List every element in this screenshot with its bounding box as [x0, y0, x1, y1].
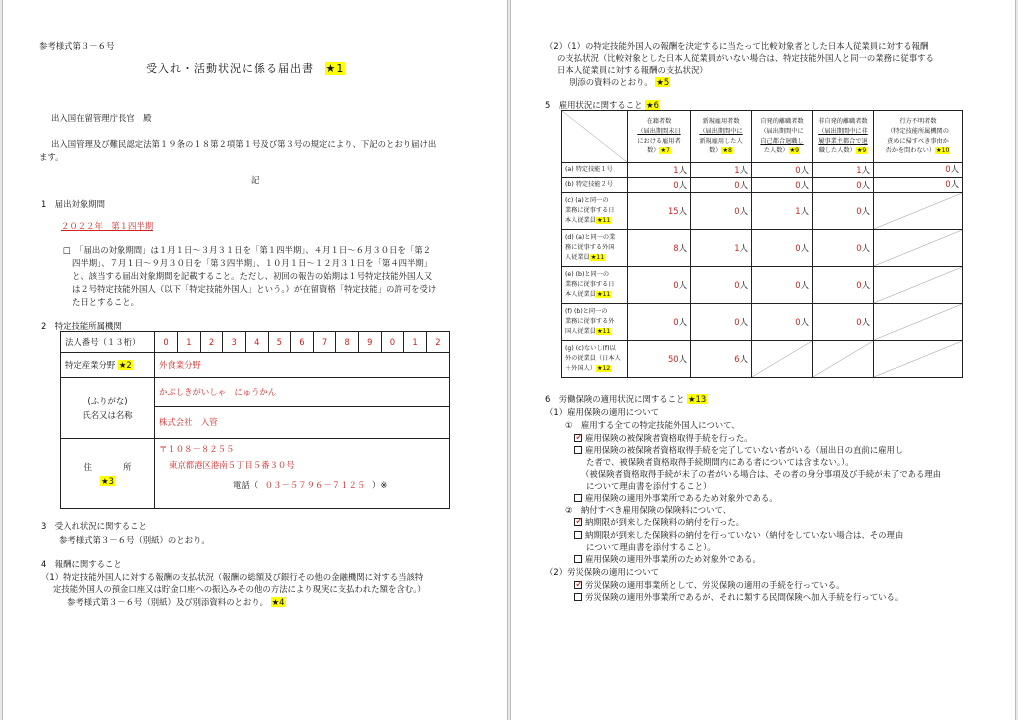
- cell-value: 0人: [813, 304, 874, 341]
- star-marker: ★10: [936, 147, 950, 155]
- premium-option-paid[interactable]: ✓納期限が到来した保険料の納付を行った。: [574, 516, 744, 528]
- checkbox-checked[interactable]: [574, 434, 582, 442]
- cell-value: 0人: [874, 163, 963, 178]
- postal-code: 〒１０８－８２５５: [159, 444, 235, 454]
- corp-digit: 2: [200, 332, 223, 352]
- address-label-2: 所: [123, 461, 132, 472]
- col-header-new-hires: 新規雇用者数 （届出期間中に 新規雇用した人 数）★8: [691, 111, 752, 163]
- premium-option-unpaid-2: について理由書を添付すること）。: [586, 542, 716, 552]
- corp-digit: 1: [178, 332, 201, 352]
- star-marker: ★13: [688, 394, 707, 404]
- corp-number-digits: [155, 332, 449, 352]
- cell-value: 0人: [691, 304, 752, 341]
- cell-value: 1人: [752, 193, 813, 230]
- checkbox-unchecked[interactable]: [574, 555, 582, 563]
- insurance-option-exempt[interactable]: 雇用保険の適用外事業所であるため対象外である。: [574, 492, 778, 504]
- star-marker: ★11: [596, 327, 611, 335]
- cell-value: 50人: [628, 341, 691, 378]
- intro-line-1: 出入国管理及び難民認定法第１９条の１８第２項第１号及び第３号の規定により、下記のとおり届け出: [51, 139, 437, 149]
- organization-table: [60, 331, 450, 509]
- star-marker: ★5: [656, 77, 670, 87]
- cell-value: 0人: [752, 178, 813, 193]
- star-marker: ★2: [118, 360, 132, 370]
- period-note: □ 「届出の対象期間」は１月１日～３月３１日を「第１四半期」、４月１日～６月３０日を「第２ 四半期」、７月１日～９月３０日を「第３四半期」、１０月１日～１２月３１日を「第４四半期」 と、該当する届出対象期間を記載すること。ただし、初回の報告の始期は１号特定技能外国人又 は２号特定技能外国人（以下「特定技能外国人」という。）が在留資格「特定技能」の許可を受け た日とすること。: [63, 245, 437, 307]
- tel-close: ）※: [371, 480, 388, 490]
- cell-value: 0人: [628, 267, 691, 304]
- corp-digit: 9: [358, 332, 381, 352]
- address-row: [61, 439, 450, 509]
- workers-comp-option-applied[interactable]: ✓労災保険の適用事業所として、労災保険の適用の手続を行っている。: [574, 579, 844, 591]
- cell-not-applicable: [813, 341, 874, 378]
- cell-not-applicable: [874, 230, 963, 267]
- header-corner: [562, 111, 628, 163]
- field-row: [61, 353, 450, 378]
- cell-value: 0人: [874, 178, 963, 193]
- corp-digit: 4: [245, 332, 268, 352]
- section-4-text-1: （1）特定技能外国人に対する報酬の支払状況（報酬の総額及び銀行その他の金融機関に対する当該特: [41, 572, 424, 582]
- insurance-option-incomplete-4: について理由書を添付すること）: [586, 481, 712, 491]
- remuneration-2-line-4: 別添の資料のとおり。 ★5: [569, 77, 670, 87]
- corp-digit: 2: [426, 332, 449, 352]
- star-marker: ★8: [722, 147, 732, 155]
- ki-heading: 記: [251, 175, 260, 185]
- cell-value: 0人: [752, 267, 813, 304]
- corner-diagonal: [562, 111, 627, 162]
- name-label: 氏名又は名称: [82, 410, 133, 420]
- address-value: 東京都港区港南５丁目５番３０号: [169, 460, 295, 470]
- corp-digit: 8: [336, 332, 359, 352]
- field-label: 特定産業分野: [65, 360, 116, 370]
- col-header-involuntary-leave: 非自発的離職者数 （届出期間中に非 履事業主都合で退 職した人数）★9: [813, 111, 874, 163]
- form-number: 参考様式第３－６号: [39, 41, 115, 51]
- star-marker: ★6: [646, 100, 659, 110]
- star-marker: ★3: [101, 475, 114, 486]
- cell-value: 1人: [813, 163, 874, 178]
- furigana-value: かぶしきがいしゃ にゅうかん: [155, 378, 449, 407]
- intro-line-2: ます。: [39, 152, 64, 162]
- name-row: [61, 378, 450, 439]
- table-row: [562, 267, 963, 304]
- corp-digit: 6: [291, 332, 314, 352]
- section-3-text: 参考様式第３－６号（別紙）のとおり。: [59, 535, 210, 545]
- row-label: (f) (b)と同一の 業務に従事する外 国人従業員★11: [562, 304, 628, 341]
- section-3-title: 3 受入れ状況に関すること: [41, 521, 147, 531]
- name-value: 株式会社 入管: [159, 417, 218, 427]
- premium-option-exempt[interactable]: 雇用保険の適用外事業所のため対象外である。: [574, 553, 761, 565]
- table-row: [562, 230, 963, 267]
- corp-number-label: 法人番号（１３桁）: [61, 332, 155, 353]
- cell-value: 0人: [752, 304, 813, 341]
- corp-digit: 3: [223, 332, 246, 352]
- insurance-item-2: ② 納付すべき雇用保険の保険料について、: [565, 505, 732, 515]
- cell-not-applicable: [874, 341, 963, 378]
- row-label: (a) 特定技能１号: [562, 163, 628, 178]
- checkbox-checked[interactable]: [574, 581, 582, 589]
- row-label: (g) (c)ないし(f)以 外の従業員（日本人 ＋外国人）★12: [562, 341, 628, 378]
- section-4-text-2: 定技能外国人の預金口座又は貯金口座への振込みその他の方法により現実に支払われた額を含む。）: [53, 584, 426, 594]
- remuneration-2-line-2: の支払状況（比較対象とした日本人従業員がいない場合は、特定技能外国人と同一の業務に従事する: [557, 53, 934, 63]
- cell-value: 0人: [691, 267, 752, 304]
- cell-value: 0人: [813, 193, 874, 230]
- col-header-enrolled: 在籍者数 （届出期間末日 における雇用者 数）★7: [628, 111, 691, 163]
- addressee: 出入国在留管理庁長官 殿: [51, 113, 152, 123]
- star-marker: ★4: [271, 597, 285, 607]
- cell-not-applicable: [874, 267, 963, 304]
- page-right: [510, 0, 1016, 720]
- workers-comp-heading: （2）労災保険の適用について: [545, 567, 660, 577]
- cell-not-applicable: [752, 341, 813, 378]
- cell-value: 1人: [628, 163, 691, 178]
- tel-value: ０３－５７９６－７１２５: [264, 480, 366, 490]
- tel-label: 電話（: [233, 480, 259, 490]
- document-title: 受入れ・活動状況に係る届出書 ★1: [146, 62, 345, 75]
- cell-value: 0人: [752, 230, 813, 267]
- table-row: [562, 178, 963, 193]
- corp-digit: 0: [381, 332, 404, 352]
- corp-digit: 1: [404, 332, 427, 352]
- star-marker: ★11: [596, 290, 611, 298]
- insurance-option-incomplete-2: た者で、被保険者資格取得手続期間内にある者については含まない。）。: [586, 457, 854, 467]
- cell-value: 0人: [813, 230, 874, 267]
- corp-digit: 7: [313, 332, 336, 352]
- cell-value: 0人: [691, 193, 752, 230]
- insurance-option-incomplete-3: （被保険者資格取得手続が未了の者がいる場合は、その者の身分事項及び手続が未了である理由: [581, 469, 942, 479]
- insurance-option-incomplete[interactable]: 雇用保険の被保険者資格取得手続を完了していない者がいる（届出日の直前に雇用し: [574, 444, 903, 456]
- table-row: [562, 163, 963, 178]
- table-row: [562, 304, 963, 341]
- cell-value: 0人: [813, 267, 874, 304]
- col-header-voluntary-leave: 自発的離職者数 （届出期間中に 自己都合退職し た人数）★9: [752, 111, 813, 163]
- checkbox-unchecked[interactable]: [574, 593, 582, 601]
- period-value: ２０２２年 第１四半期: [61, 221, 154, 231]
- table-row: [562, 341, 963, 378]
- section-4-title: 4 報酬に関すること: [41, 559, 122, 569]
- cell-value: 0人: [813, 178, 874, 193]
- star-marker: ★1: [325, 62, 345, 75]
- star-marker: ★7: [660, 147, 670, 155]
- checkbox-unchecked[interactable]: [574, 494, 582, 502]
- remuneration-2-line-3: 日本人従業員に対する報酬の支払状況）: [557, 65, 708, 75]
- checkbox-unchecked[interactable]: [574, 531, 582, 539]
- row-label: (b) 特定技能２号: [562, 178, 628, 193]
- corp-digit: 5: [268, 332, 291, 352]
- employment-table: [561, 110, 963, 378]
- address-label-1: 住: [83, 461, 92, 472]
- cell-value: 0人: [628, 304, 691, 341]
- cell-value: 8人: [628, 230, 691, 267]
- section-4-text-3: 参考様式第３－６号（別紙）及び別添資料のとおり。 ★4: [67, 597, 285, 607]
- cell-value: 1人: [691, 230, 752, 267]
- cell-not-applicable: [874, 304, 963, 341]
- employment-insurance-heading: （1）雇用保険の適用について: [545, 407, 660, 417]
- employment-header-row: [562, 111, 963, 163]
- section-5-title: 5 雇用状況に関すること ★6: [545, 100, 659, 110]
- section-1-title: 1 届出対象期間: [41, 199, 105, 209]
- premium-option-unpaid[interactable]: 納期限が到来した保険料の納付を行っていない（納付をしていない場合は、その理由: [574, 529, 903, 541]
- section-2-title: 2 特定技能所属機関: [41, 321, 122, 331]
- cell-not-applicable: [874, 193, 963, 230]
- row-label: (c) (a)と同一の 業務に従事する日 本人従業員★11: [562, 193, 628, 230]
- col-header-missing: 行方不明者数 （特定技能所属機関の 責めに帰すべき事由か 否かを問わない）★10: [874, 111, 963, 163]
- cell-value: 6人: [691, 341, 752, 378]
- row-label: (e) (b)と同一の 業務に従事する日 本人従業員★11: [562, 267, 628, 304]
- insurance-item-1: ① 雇用する全ての特定技能外国人について、: [565, 420, 740, 430]
- corp-number-row: [61, 332, 450, 353]
- checkbox-checked[interactable]: [574, 518, 582, 526]
- insurance-option-acquired[interactable]: ✓雇用保険の被保険者資格取得手続を行った。: [574, 432, 753, 444]
- cell-value: 0人: [628, 178, 691, 193]
- cell-value: 0人: [752, 163, 813, 178]
- cell-value: 15人: [628, 193, 691, 230]
- checkbox-unchecked[interactable]: [574, 446, 582, 454]
- section-6-title: 6 労働保険の適用状況に関すること ★13: [545, 394, 707, 404]
- star-marker: ★11: [596, 216, 611, 224]
- table-row: [562, 193, 963, 230]
- remuneration-2-line-1: （2）（1）の特定技能外国人の報酬を決定するに当たって比較対象者とした日本人従業員に対する報酬: [545, 41, 929, 51]
- workers-comp-option-private[interactable]: 労災保険の適用外事業所であるが、それに類する民間保険へ加入手続を行っている。: [574, 591, 903, 603]
- furigana-label: (ふりがな): [87, 396, 128, 406]
- star-marker: ★9: [789, 147, 800, 155]
- cell-value: 0人: [691, 178, 752, 193]
- star-marker: ★9: [856, 147, 867, 155]
- star-marker: ★11: [590, 253, 605, 261]
- corp-digit: 0: [163, 337, 169, 347]
- page-left: [2, 0, 508, 720]
- field-value: 外食業分野: [155, 353, 450, 378]
- row-label: (d) (a)と同一の業 務に従事する外国 人従業員★11: [562, 230, 628, 267]
- star-marker: ★12: [596, 364, 611, 372]
- cell-value: 1人: [691, 163, 752, 178]
